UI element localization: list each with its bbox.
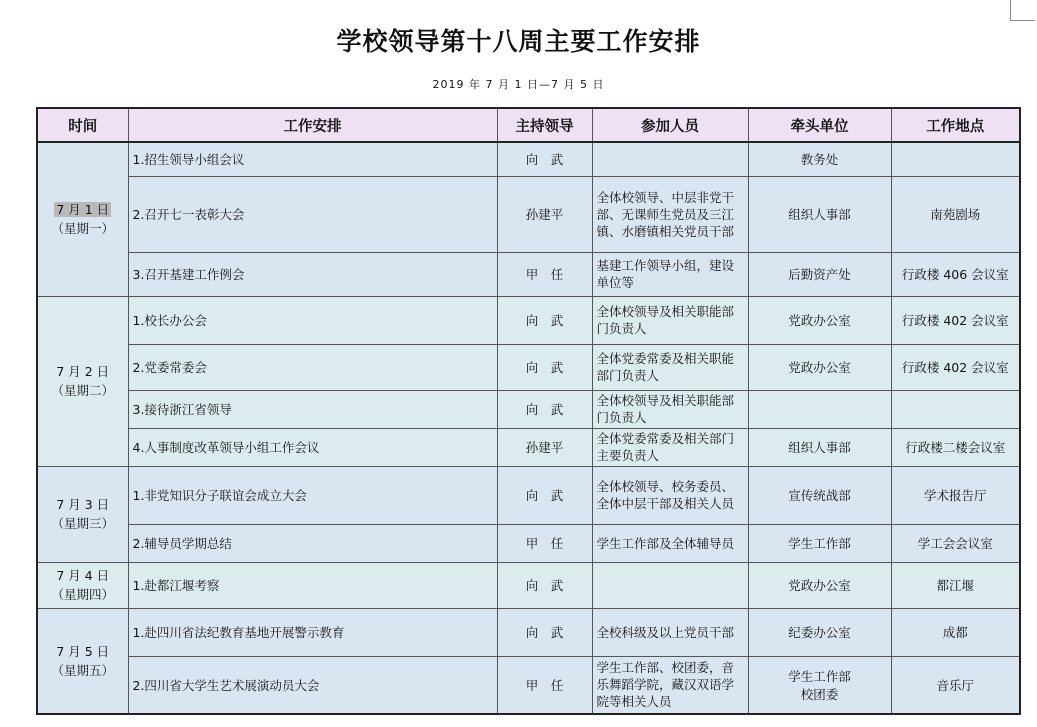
place-cell [891,390,1020,428]
table-row [37,656,1020,714]
table-row [37,524,1020,562]
day-date: 7 月 4 日 [56,568,110,583]
participants-cell: 全体校领导、中层非党干部、无课师生党员及三江镇、水磨镇相关党员干部 [592,176,748,252]
task-cell: 4.人事制度改革领导小组工作会议 [128,428,497,466]
participants-cell: 全校科级及以上党员干部 [592,608,748,656]
schedule-table [36,107,1021,715]
day-cell [37,608,128,714]
place-cell: 行政楼 402 会议室 [891,296,1020,344]
day-cell [37,466,128,562]
unit-cell: 后勤资产处 [748,252,891,296]
table-row [37,466,1020,524]
day-date: 7 月 1 日 [56,202,110,218]
leader-cell: 孙建平 [497,176,592,252]
day-date: 7 月 2 日 [56,364,110,379]
leader-cell: 向 武 [497,296,592,344]
participants-cell: 全体党委常委及相关职能部门负责人 [592,344,748,390]
leader-cell: 甲 任 [497,524,592,562]
day-date: 7 月 3 日 [56,497,110,512]
leader-cell: 甲 任 [497,656,592,714]
day-weekday: （星期四） [51,587,114,602]
unit-cell: 党政办公室 [748,344,891,390]
unit-cell: 组织人事部 [748,428,891,466]
place-cell: 行政楼二楼会议室 [891,428,1020,466]
table-row [37,252,1020,296]
place-cell: 音乐厅 [891,656,1020,714]
leader-cell: 向 武 [497,390,592,428]
header-unit: 牵头单位 [748,108,891,142]
table-row [37,296,1020,344]
day-cell [37,296,128,466]
unit-cell: 组织人事部 [748,176,891,252]
place-cell: 行政楼 406 会议室 [891,252,1020,296]
participants-cell: 全体校领导及相关职能部门负责人 [592,296,748,344]
unit-cell: 党政办公室 [748,296,891,344]
document-title: 学校领导第十八周主要工作安排 [336,27,701,56]
table-row [37,142,1020,176]
leader-cell: 孙建平 [497,428,592,466]
task-cell: 1.非党知识分子联谊会成立大会 [128,466,497,524]
leader-cell: 向 武 [497,142,592,176]
place-cell: 南苑剧场 [891,176,1020,252]
day-weekday: （星期一） [51,221,114,237]
table-row [37,562,1020,608]
leader-cell: 向 武 [497,466,592,524]
table-row [37,176,1020,252]
participants-cell: 全体校领导及相关职能部门负责人 [592,390,748,428]
task-cell: 2.召开七一表彰大会 [128,176,497,252]
participants-cell [592,142,748,176]
task-cell: 1.校长办公会 [128,296,497,344]
table-row [37,344,1020,390]
participants-cell [592,562,748,608]
task-cell: 1.赴四川省法纪教育基地开展警示教育 [128,608,497,656]
place-cell: 都江堰 [891,562,1020,608]
header-time: 时间 [37,108,128,142]
task-cell: 2.党委常委会 [128,344,497,390]
day-weekday: （星期五） [51,662,114,678]
participants-cell: 学生工作部及全体辅导员 [592,524,748,562]
task-cell: 3.接待浙江省领导 [128,390,497,428]
day-cell [37,142,128,296]
task-cell: 2.四川省大学生艺术展演动员大会 [128,656,497,714]
unit-cell: 学生工作部 [748,524,891,562]
day-date: 7 月 5 日 [56,643,110,659]
leader-cell: 向 武 [497,608,592,656]
table-row [37,390,1020,428]
date-range: 2019 年 7 月 1 日—7 月 5 日 [432,78,605,91]
task-cell: 3.召开基建工作例会 [128,252,497,296]
header-row [37,108,1020,142]
unit-cell: 学生工作部 校团委 [748,656,891,714]
page-corner-mark [1010,0,1035,21]
unit-cell [748,390,891,428]
header-place: 工作地点 [891,108,1020,142]
day-cell [37,562,128,608]
unit-cell: 宣传统战部 [748,466,891,524]
unit-cell: 教务处 [748,142,891,176]
participants-cell: 全体党委常委及相关部门主要负责人 [592,428,748,466]
participants-cell: 学生工作部、校团委，音乐舞蹈学院，藏汉双语学院等相关人员 [592,656,748,714]
place-cell: 学术报告厅 [891,466,1020,524]
participants-cell: 全体校领导、校务委员、全体中层干部及相关人员 [592,466,748,524]
task-cell: 1.赴都江堰考察 [128,562,497,608]
table-row [37,608,1020,656]
leader-cell: 向 武 [497,344,592,390]
unit-cell: 党政办公室 [748,562,891,608]
leader-cell: 甲 任 [497,252,592,296]
leader-cell: 向 武 [497,562,592,608]
day-weekday: （星期三） [51,516,114,531]
header-leader: 主持领导 [497,108,592,142]
place-cell: 行政楼 402 会议室 [891,344,1020,390]
unit-cell: 纪委办公室 [748,608,891,656]
place-cell: 成都 [891,608,1020,656]
header-participants: 参加人员 [592,108,748,142]
day-weekday: （星期二） [51,383,114,398]
schedule-body [37,142,1020,714]
place-cell [891,142,1020,176]
task-cell: 1.招生领导小组会议 [128,142,497,176]
table-row [37,428,1020,466]
task-cell: 2.辅导员学期总结 [128,524,497,562]
header-task: 工作安排 [128,108,497,142]
place-cell: 学工会会议室 [891,524,1020,562]
participants-cell: 基建工作领导小组，建设单位等 [592,252,748,296]
